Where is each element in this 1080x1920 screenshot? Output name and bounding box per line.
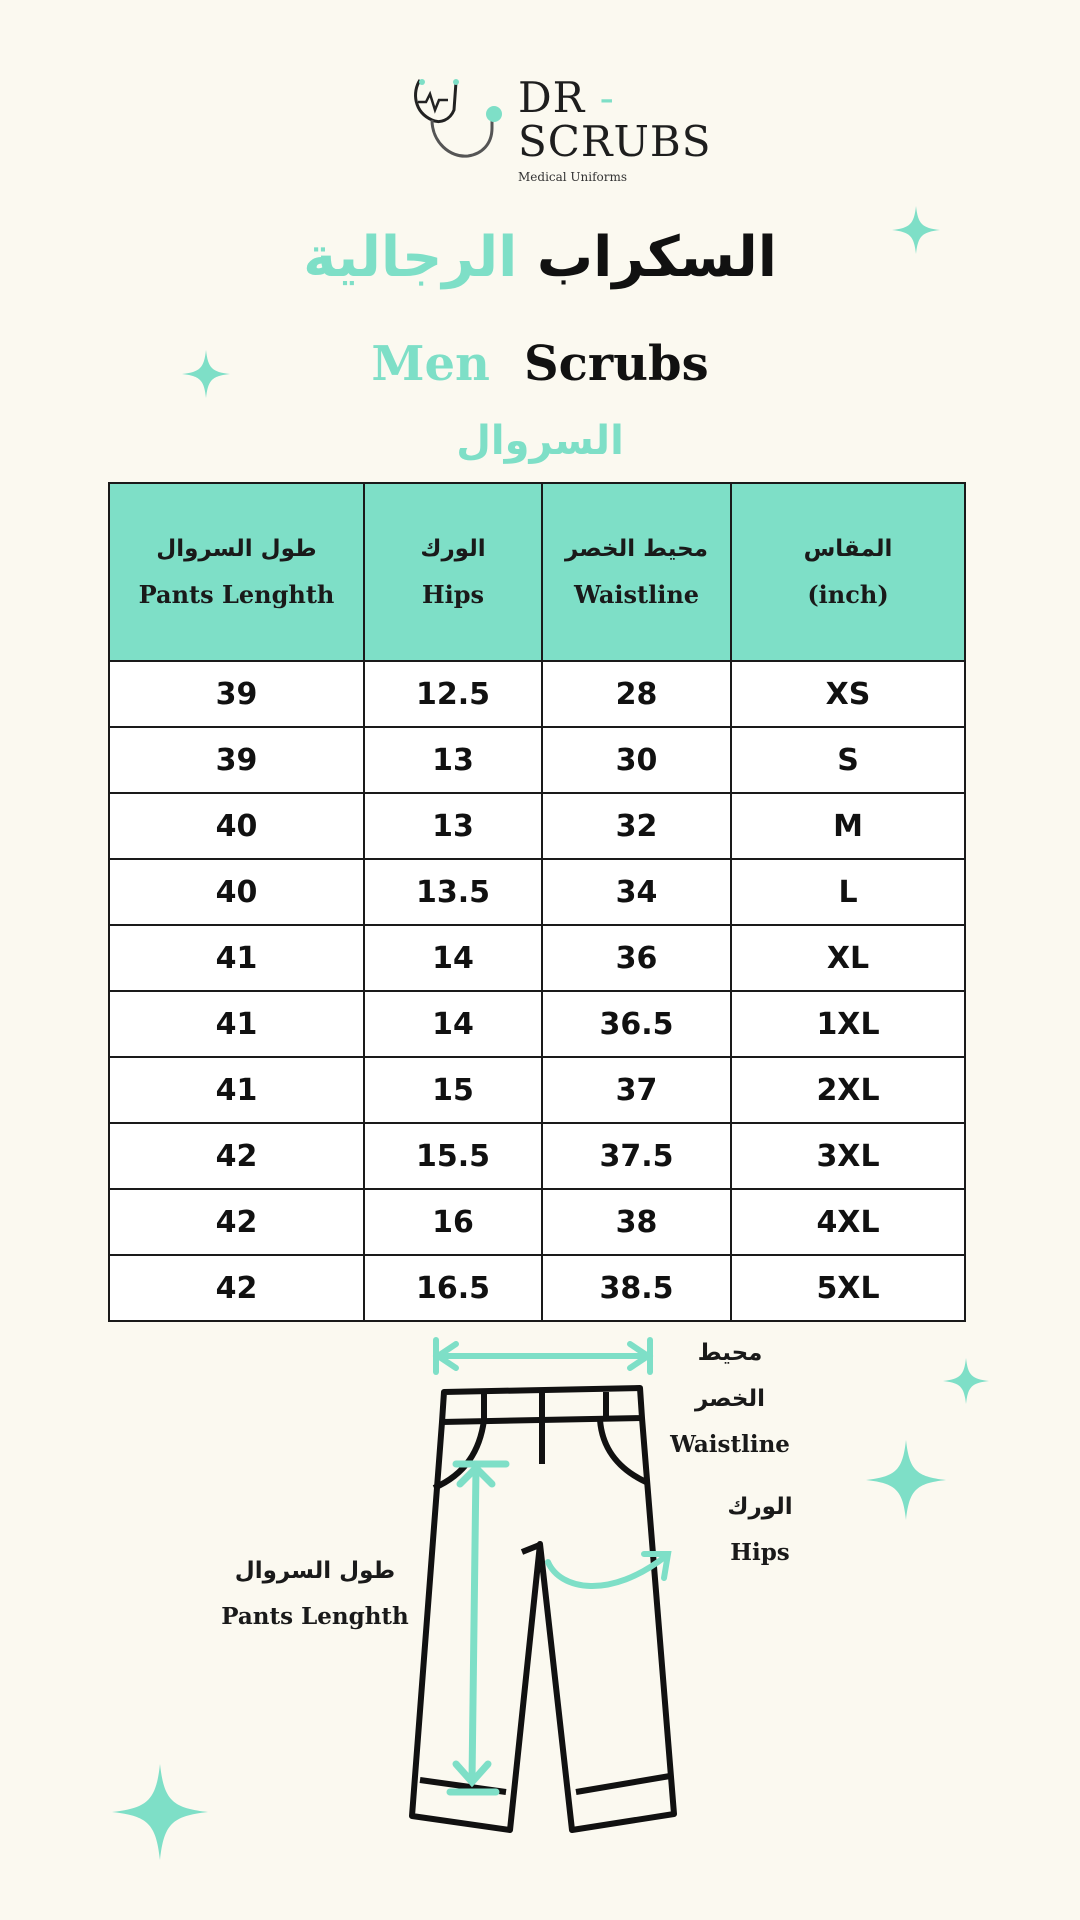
sparkle-icon — [112, 1764, 208, 1860]
size-chart-table — [108, 482, 966, 1322]
table-row: 42 15.5 37.5 3XL — [109, 1123, 965, 1189]
section-subtitle: السروال — [456, 418, 624, 464]
length-arrow-icon — [450, 1464, 506, 1792]
pants-outline-icon — [412, 1388, 674, 1830]
sparkle-icon — [892, 206, 940, 254]
title-ar-teal: الرجالية — [303, 225, 518, 290]
sparkle-icon — [182, 350, 230, 398]
table-row: 39 13 30 S — [109, 727, 965, 793]
waist-label: محيط الخصر Waistline — [670, 1340, 790, 1458]
brand-logo — [410, 72, 502, 168]
table-header-row — [109, 483, 965, 661]
table-row: 40 13 32 M — [109, 793, 965, 859]
brand-line2: SCRUBS — [518, 117, 712, 166]
brand-line1: DR — [518, 73, 586, 122]
hips-arrow-icon — [548, 1554, 668, 1586]
pants-length-label: طول السروال Pants Lenghth — [221, 1558, 409, 1630]
brand-tagline: Medical Uniforms — [518, 170, 628, 184]
header-waistline: محيط الخصر Waistline — [542, 483, 731, 661]
title-ar-black: السكراب — [536, 225, 777, 290]
table-row: 42 16 38 4XL — [109, 1189, 965, 1255]
table-row: 41 14 36 XL — [109, 925, 965, 991]
table-row: 39 12.5 28 XS — [109, 661, 965, 727]
header-hips: الورك Hips — [364, 483, 542, 661]
sparkle-icon — [943, 1358, 989, 1404]
table-row: 40 13.5 34 L — [109, 859, 965, 925]
table-row: 42 16.5 38.5 5XL — [109, 1255, 965, 1321]
stethoscope-icon — [410, 72, 502, 164]
sparkle-icon — [866, 1440, 946, 1520]
hips-label: الورك Hips — [727, 1494, 793, 1566]
title-en-black: Scrubs — [523, 336, 709, 392]
waist-arrow-icon — [436, 1340, 650, 1372]
brand-wordmark — [518, 73, 712, 184]
header-pants-length: طول السروال Pants Lenghth — [109, 483, 364, 661]
table-row: 41 14 36.5 1XL — [109, 991, 965, 1057]
header-size: المقاس (inch) — [731, 483, 965, 661]
brand-dash: - — [599, 73, 615, 122]
title-en-teal: Men — [371, 336, 490, 392]
page-title-en — [0, 336, 1080, 392]
table-row: 41 15 37 2XL — [109, 1057, 965, 1123]
